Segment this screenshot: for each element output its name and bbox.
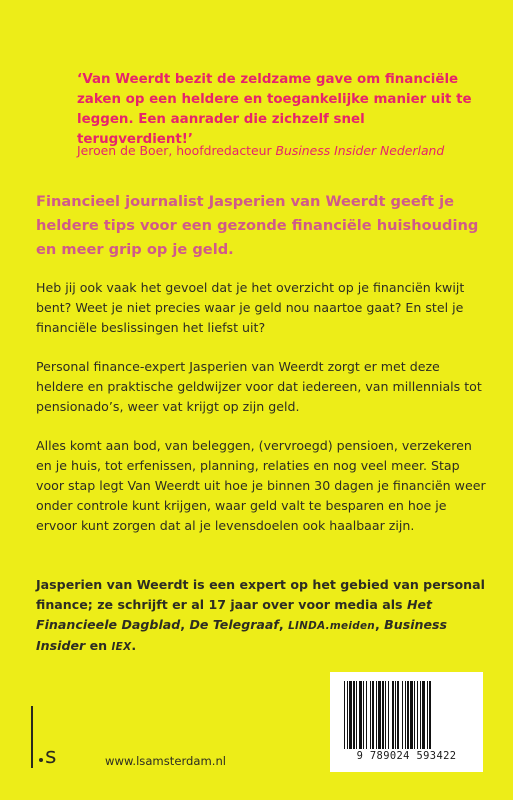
bio-separator: , bbox=[375, 617, 385, 632]
barcode-bar bbox=[347, 681, 348, 749]
bio-media-business-insider: Business Insider bbox=[36, 617, 448, 653]
barcode-bar bbox=[402, 681, 403, 749]
barcode-bar bbox=[422, 681, 425, 749]
lead-paragraph: Financieel journalist Jasperien van Weerdt geeft je heldere tips voor een gezonde financiële huishouding en meer grip op je geld. bbox=[36, 193, 479, 258]
barcode-bar bbox=[405, 681, 406, 749]
bio-separator: , bbox=[180, 617, 190, 632]
blurb-paragraph-3: Alles komt aan bod, van beleggen, (vervroegd) pensioen, verzekeren en je huis, tot erfenissen, planning, relaties en nog veel meer. Stap voor stap legt Van Weerdt uit hoe je binnen 30 dagen je financiën weer onder controle kunt krijgen, waar geld valt te besparen en hoe je ervoor kunt zorgen dat al je levensdoelen ook haalbaar zijn. bbox=[36, 438, 486, 533]
bio-media-telegraaf: De Telegraaf bbox=[189, 617, 279, 632]
barcode-bar bbox=[378, 681, 381, 749]
barcode-bars bbox=[344, 681, 469, 749]
bio-separator: en bbox=[85, 638, 112, 653]
barcode bbox=[330, 672, 483, 772]
barcode-bar bbox=[420, 681, 421, 749]
logo-dot bbox=[39, 758, 43, 762]
logo-bar bbox=[31, 706, 33, 768]
publisher-website: www.lsamsterdam.nl bbox=[105, 754, 227, 768]
barcode-bar bbox=[414, 681, 415, 749]
barcode-bar bbox=[410, 681, 413, 749]
bio-media-fd: Het Financieele Dagblad bbox=[36, 597, 433, 632]
barcode-bar bbox=[385, 681, 386, 749]
barcode-bar bbox=[397, 681, 399, 749]
barcode-bar bbox=[370, 681, 371, 749]
barcode-bar bbox=[356, 681, 357, 749]
barcode-bar bbox=[372, 681, 374, 749]
bio-intro: Jasperien van Weerdt is een expert op het gebied van personal finance; ze schrijft er al 17 jaar over voor media als bbox=[36, 577, 485, 612]
barcode-bar bbox=[359, 681, 362, 749]
barcode-bar bbox=[388, 681, 389, 749]
blurb-paragraph-1: Heb jij ook vaak het gevoel dat je het overzicht op je financiën kwijt bent? Weet je niet precies waar je geld nou naartoe gaat? En stel je financiële beslissingen het liefst uit? bbox=[36, 280, 465, 335]
barcode-bar bbox=[395, 681, 396, 749]
barcode-bar bbox=[382, 681, 384, 749]
barcode-bar bbox=[349, 681, 352, 749]
blurb-paragraph-2: Personal finance-expert Jasperien van Weerdt zorgt er met deze heldere en praktische geldwijzer voor dat iedereen, van millennials tot pensionado’s, weer vat krijgt op zijn geld. bbox=[36, 359, 482, 414]
publisher-logo bbox=[28, 706, 68, 772]
attribution-author: Jeroen de Boer, hoofdredacteur bbox=[77, 143, 276, 158]
barcode-bar bbox=[344, 681, 345, 749]
author-bio bbox=[36, 575, 486, 657]
barcode-bar bbox=[429, 681, 431, 749]
endorsement-attribution bbox=[77, 142, 497, 160]
endorsement-quote: ‘Van Weerdt bezit de zeldzame gave om financiële zaken op een heldere en toegankelijke manier uit te leggen. Een aanrader die zichzelf snel terugverdient!’ bbox=[77, 72, 472, 147]
barcode-bar bbox=[407, 681, 409, 749]
barcode-bar bbox=[376, 681, 377, 749]
bio-media-iex: IEX bbox=[111, 641, 132, 653]
barcode-bar bbox=[427, 681, 428, 749]
bio-media-linda: LINDA.meiden bbox=[288, 620, 375, 632]
barcode-bar bbox=[366, 681, 367, 749]
logo-letter: s bbox=[45, 744, 57, 769]
barcode-bar bbox=[363, 681, 364, 749]
attribution-publication: Business Insider Nederland bbox=[275, 143, 445, 158]
bio-separator: , bbox=[278, 617, 289, 632]
barcode-bar bbox=[353, 681, 355, 749]
barcode-bar bbox=[417, 681, 418, 749]
barcode-bar bbox=[392, 681, 394, 749]
isbn-number: 9 789024 593422 bbox=[356, 750, 457, 762]
bio-end: . bbox=[131, 638, 137, 653]
